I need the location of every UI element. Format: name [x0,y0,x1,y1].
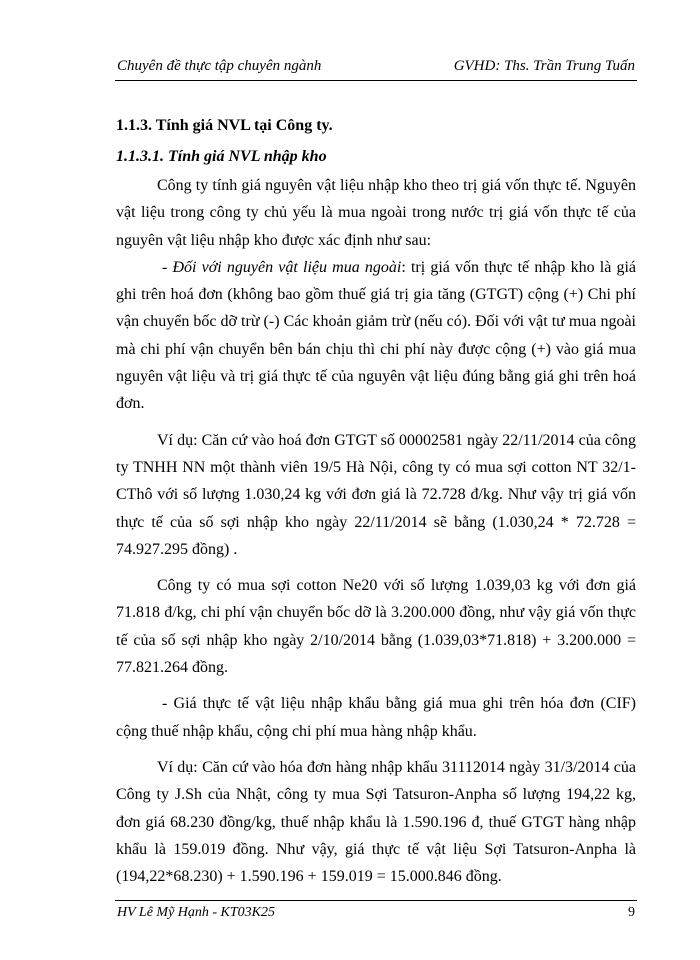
header-title: Chuyên đề thực tập chuyên ngành [117,58,322,74]
page-footer [115,900,637,920]
footer-author: HV Lê Mỹ Hạnh - KT03K25 [117,905,276,920]
header-supervisor: GVHD: Ths. Trần Trung Tuấn [453,58,635,74]
bullet-dash: - [162,258,173,276]
paragraph-purchased-materials [116,254,636,418]
paragraph-example-1: Ví dụ: Căn cứ vào hoá đơn GTGT số 00002581 ngày 22/11/2014 của công ty TNHH NN một thành viên 19/5 Hà Nội, công ty có mua sợi cotton NT 32/1- CThô với số lượng 1.030,24 kg với đơn giá là 72.728 đ/kg. Như vậy trị giá vốn thực tế của số sợi nhập kho ngày 22/11/2014 sẽ bằng (1.030,24 * 72.728 = 74.927.295 đồng) . [116,431,636,558]
paragraph-example-3: Ví dụ: Căn cứ vào hóa đơn hàng nhập khẩu 31112014 ngày 31/3/2014 của Công ty J.Sh của Nhật, công ty mua Sợi Tatsuron-Anpha số lượng 194,22 kg, đơn giá 68.230 đồng/kg, thuế nhập khẩu là 1.590.196 đ, thuế GTGT hàng nhập khẩu là 159.019 đồng. Như vậy, giá thực tế vật liệu Sợi Tatsuron-Anpha là (194,22*68.230) + 1.590.196 + 159.019 = 15.000.846 đồng. [116,758,636,886]
paragraph-example-2: Công ty có mua sợi cotton Ne20 với số lượng 1.039,03 kg với đơn giá 71.818 đ/kg, chi phí vận chuyển bốc dỡ là 3.200.000 đồng, như vậy giá vốn thực tế của số sợi nhập kho ngày 2/10/2014 bằng (1.039,03*71.818) + 3.200.000 = 77.821.264 đồng. [116,577,636,677]
subsection-heading: 1.1.3.1. Tính giá NVL nhập kho [116,148,327,165]
paragraph-imported-materials: - Giá thực tế vật liệu nhập khẩu bằng giá mua ghi trên hóa đơn (CIF) cộng thuế nhập khẩu, cộng chi phí mua hàng nhập khẩu. [116,695,636,740]
paragraph-purchased-text: : trị giá vốn thực tế nhập kho là giá ghi trên hoá đơn (không bao gồm thuế giá trị gia tăng (GTGT) cộng (+) Chi phí vận chuyển bốc dỡ trừ (-) Các khoản giảm trừ (nếu có). Đối với vật tư mua ngoài mà chi phí vận chuyển bên bán chịu thì chi phí này được cộng (+) vào giá mua nguyên vật liệu và trị giá thực tế của nguyên vật liệu đúng bằng giá ghi trên hoá đơn. [116,258,637,413]
document-body [116,112,636,899]
paragraph-intro: Công ty tính giá nguyên vật liệu nhập kho theo trị giá vốn thực tế. Nguyên vật liệu trong công ty chủ yếu là mua ngoài trong nước trị giá vốn thực tế của nguyên vật liệu nhập kho được xác định như sau: [116,177,636,249]
page-header [115,52,637,81]
italic-term: Đối với nguyên vật liệu mua ngoài [172,258,402,276]
section-heading: 1.1.3. Tính giá NVL tại Công ty. [116,117,333,134]
page-number: 9 [628,905,635,920]
